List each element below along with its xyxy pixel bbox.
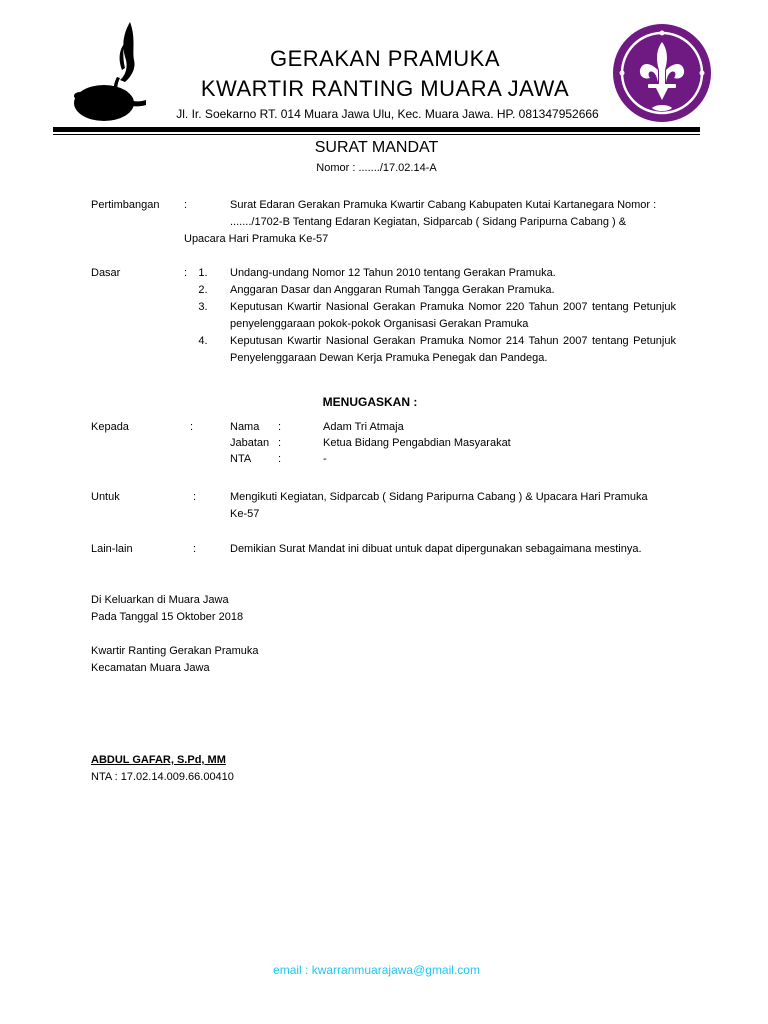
dasar-item-2-text: Anggaran Dasar dan Anggaran Rumah Tangga Gerakan Pramuka. [230,284,555,296]
lainlain-label: Lain-lain [91,543,133,555]
issued-place: Di Keluarkan di Muara Jawa [91,594,229,606]
letter-title: SURAT MANDAT [314,139,439,156]
kepada-label: Kepada [91,421,129,433]
field-jabatan-colon: : [278,437,282,449]
org-address: Jl. Ir. Soekarno RT. 014 Muara Jawa Ulu, Kec. Muara Jawa. HP. 081347952666 [176,107,599,121]
untuk-colon: : [193,491,197,503]
dasar-item-4-text: Keputusan Kwartir Nasional Gerakan Pramuka Nomor 214 Tahun 2007 tentang Petunjuk Penyelenggaraan Dewan Kerja Pramuka Penegak dan Pandega. [230,335,676,364]
issuer-org-line1: Kwartir Ranting Gerakan Pramuka [91,645,259,657]
dasar-item-2-number: 2. [198,284,208,296]
pertimbangan-colon: : [184,199,188,211]
field-nama-colon: : [278,421,282,433]
field-nta-colon: : [278,453,282,465]
tunas-kelapa-logo-icon [70,20,155,125]
dasar-item-3-number: 3. [198,301,208,313]
field-nama-label: Nama [230,421,260,433]
issuer-org-line2: Kecamatan Muara Jawa [91,662,210,674]
org-title-line1: GERAKAN PRAMUKA [270,46,500,71]
issued-date: Pada Tanggal 15 Oktober 2018 [91,611,244,623]
field-nta-label: NTA [230,453,252,465]
dasar-item-4-number: 4. [198,335,208,347]
untuk-label: Untuk [91,491,120,503]
letter-number: Nomor : ......./17.02.14-A [316,162,437,174]
lainlain-text: Demikian Surat Mandat ini dibuat untuk dapat dipergunakan sebagaimana mestinya. [230,543,642,555]
untuk-line2: Ke-57 [230,508,260,520]
field-nama-value: Adam Tri Atmaja [323,421,404,433]
header-divider-thin [53,134,700,135]
dasar-item-1-text: Undang-undang Nomor 12 Tahun 2010 tentang Gerakan Pramuka. [230,267,556,279]
dasar-item-1-number: 1. [198,267,208,279]
menugaskan-heading: MENUGASKAN : [322,395,418,409]
field-nta-value: - [323,453,327,465]
field-jabatan-value: Ketua Bidang Pengabdian Masyarakat [323,437,511,449]
dasar-label: Dasar [91,267,121,279]
org-title-line2: KWARTIR RANTING MUARA JAWA [200,76,570,101]
field-jabatan-label: Jabatan [230,437,270,449]
header-divider-thick [53,127,700,132]
pertimbangan-label: Pertimbangan [91,199,160,211]
lainlain-colon: : [193,543,197,555]
kepada-colon: : [190,421,194,433]
signer-nta: NTA : 17.02.14.009.66.00410 [91,771,234,783]
signer-name: ABDUL GAFAR, S.Pd, MM [91,754,226,766]
footer-email: email : kwarranmuarajawa@gmail.com [273,963,480,977]
untuk-line1: Mengikuti Kegiatan, Sidparcab ( Sidang Paripurna Cabang ) & Upacara Hari Pramuka [230,491,648,503]
dasar-item-3-text: Keputusan Kwartir Nasional Gerakan Pramuka Nomor 220 Tahun 2007 tentang Petunjuk penyelenggaraan pokok-pokok Organisasi Gerakan Pramuka [230,301,676,330]
wosm-fleur-de-lis-emblem-icon [612,22,712,125]
pertimbangan-line1: Surat Edaran Gerakan Pramuka Kwartir Cabang Kabupaten Kutai Kartanegara Nomor : [230,199,657,211]
pertimbangan-line3: Upacara Hari Pramuka Ke-57 [184,233,329,245]
dasar-colon: : [184,267,188,279]
pertimbangan-line2: ......./1702-B Tentang Edaran Kegiatan, Sidparcab ( Sidang Paripurna Cabang ) & [230,216,627,228]
